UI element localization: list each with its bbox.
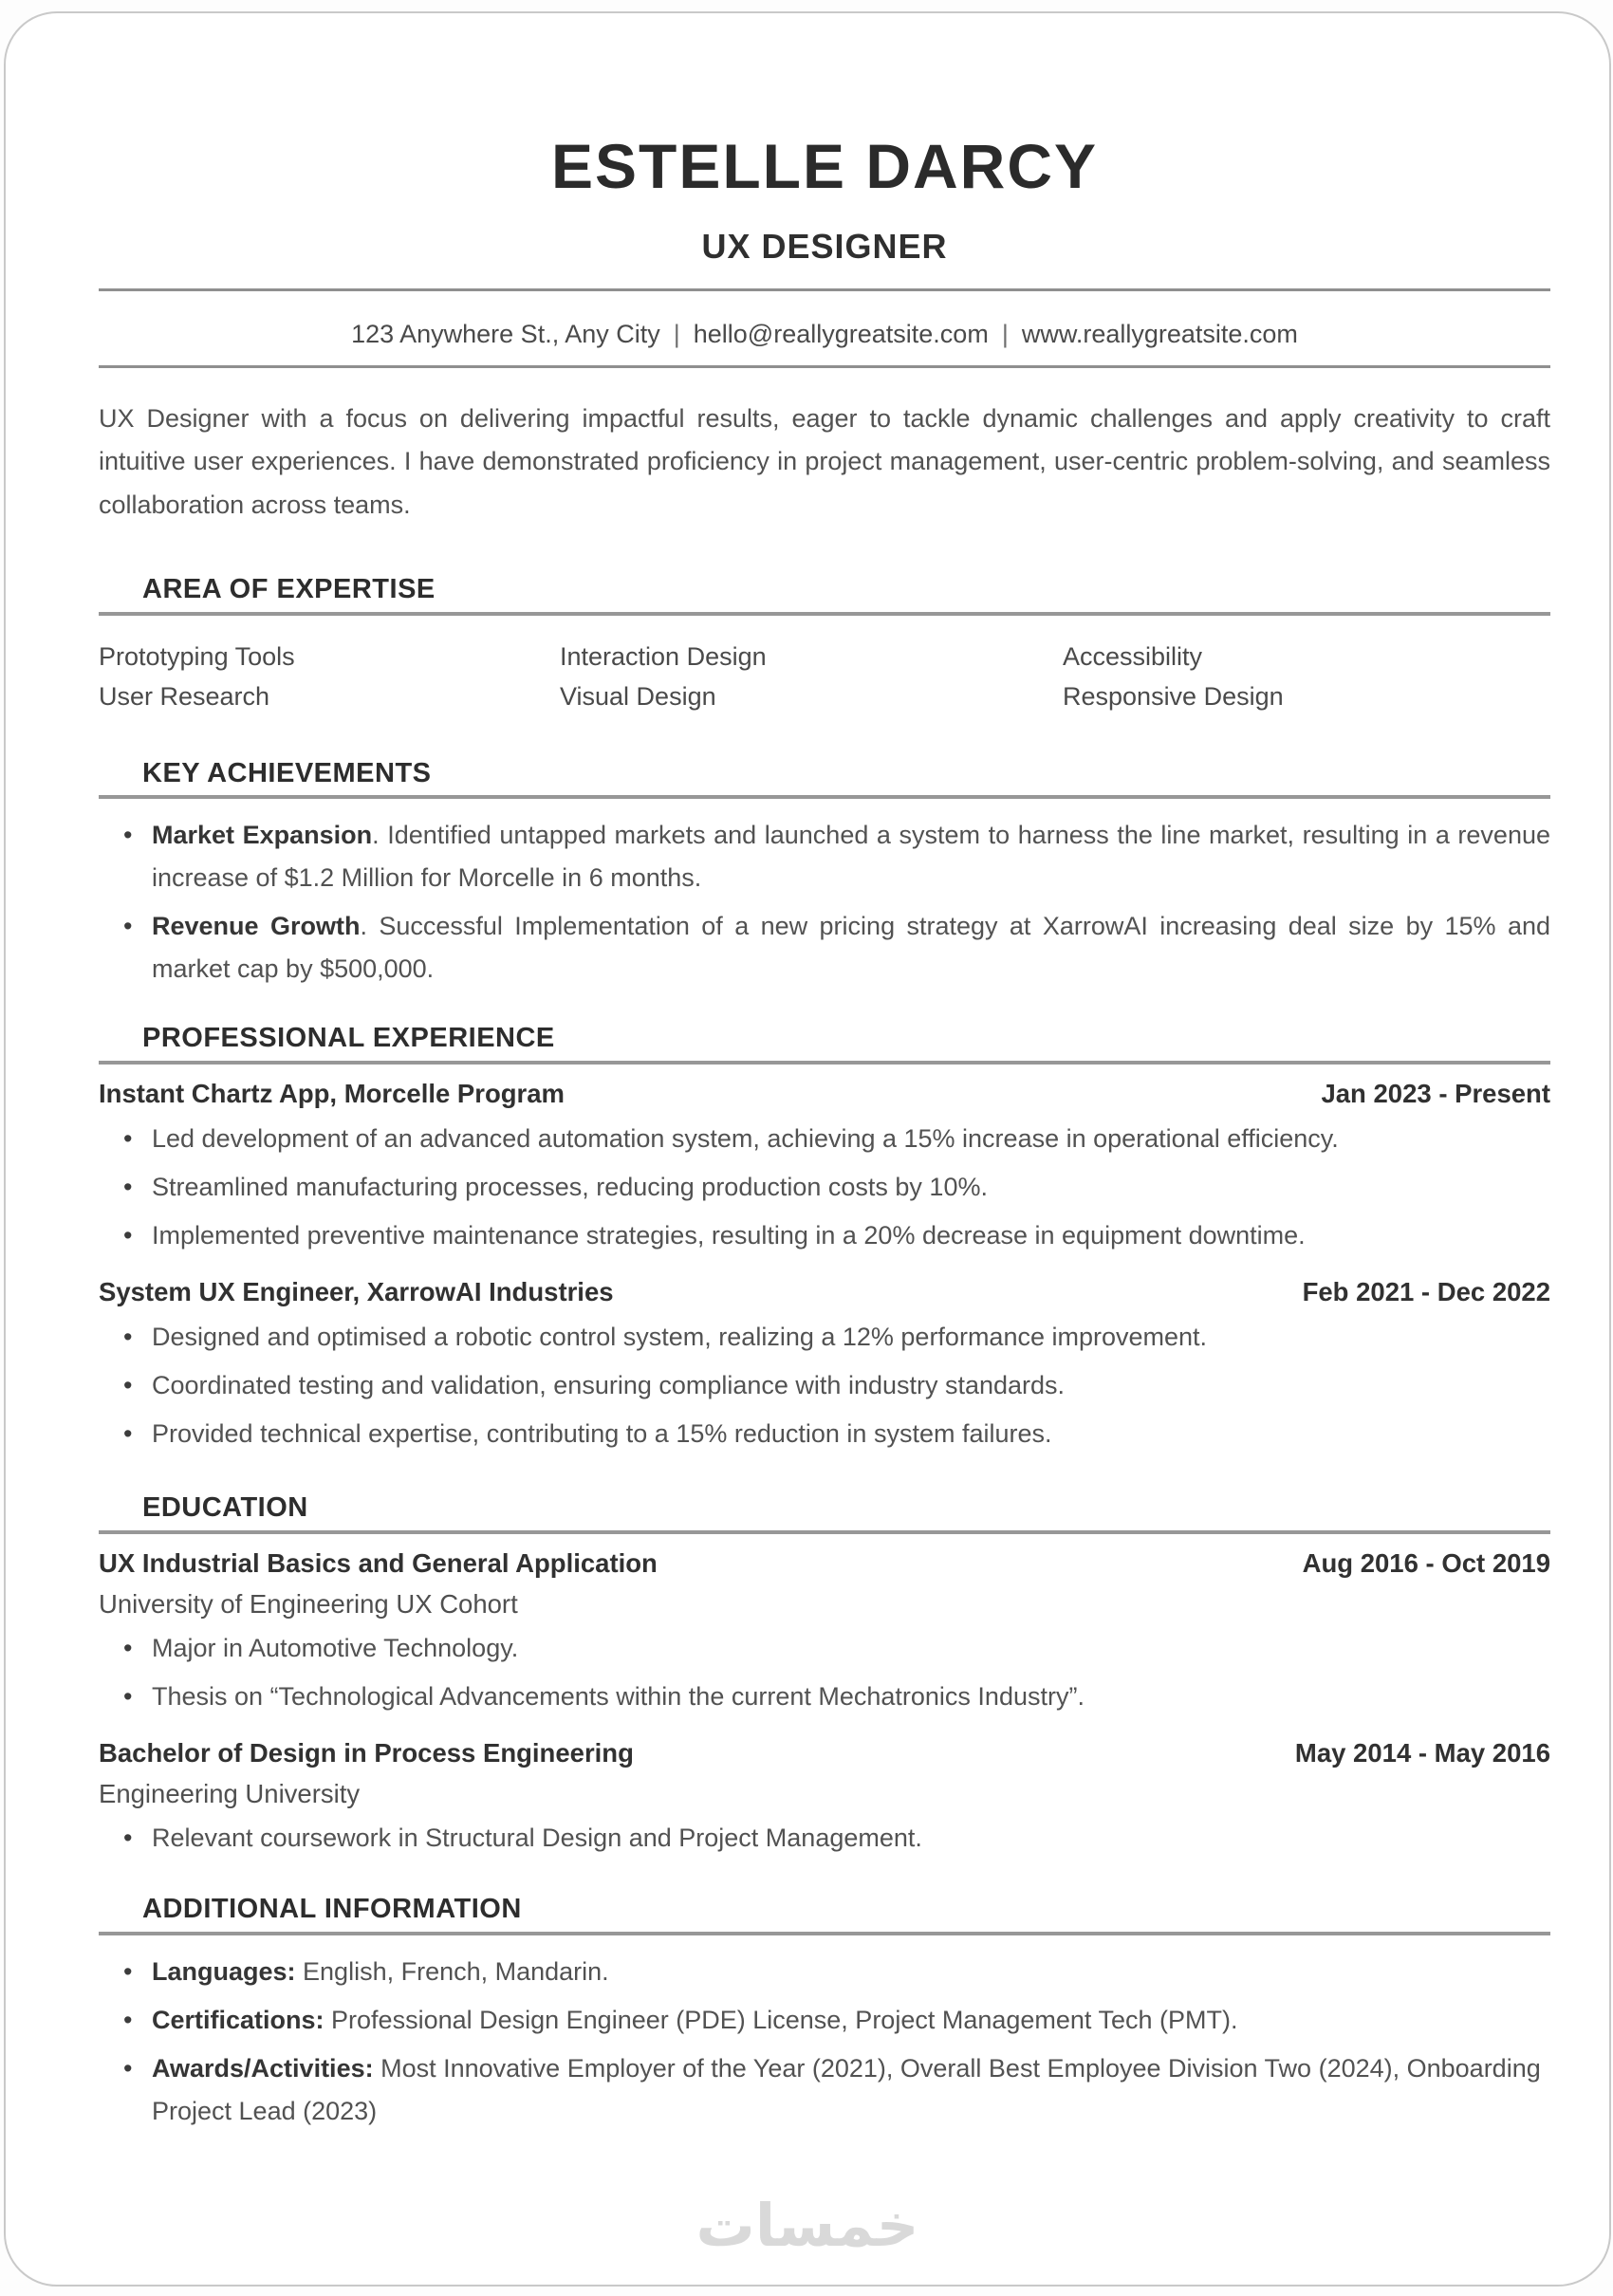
job-bullet: • Streamlined manufacturing processes, reducing production costs by 10%. — [99, 1166, 1550, 1209]
additional-info-lead: Languages: — [152, 1957, 296, 1987]
section-heading-experience: PROFESSIONAL EXPERIENCE — [142, 1023, 555, 1054]
section-heading-education: EDUCATION — [142, 1492, 308, 1524]
skill-item: Accessibility — [1063, 641, 1203, 671]
contact-email: hello@reallygreatsite.com — [693, 320, 989, 348]
achievement-text: . Identified untapped markets and launched a system to harness the line market, resulting in a revenue increase of $1.2 Million for Morcelle in 6 months. — [152, 821, 1550, 893]
education-dates: May 2014 - May 2016 — [1294, 1738, 1550, 1768]
section-rule-additional — [99, 1932, 1550, 1935]
additional-info-list — [99, 1951, 1550, 2133]
resume-content — [6, 13, 1609, 2285]
job-bullet-list — [99, 1118, 1550, 1257]
skills-column-1 — [99, 637, 560, 716]
skill-item: Prototyping Tools — [99, 641, 295, 671]
education-bullet: • Major in Automotive Technology. — [99, 1627, 1550, 1670]
additional-info-lead: Certifications: — [152, 2006, 324, 2035]
additional-info-text: Most Innovative Employer of the Year (2021), Overall Best Employee Division Two (2024), Onboarding Project Lead (2023) — [152, 2054, 1541, 2126]
job-role-title: UX DESIGNER — [701, 227, 948, 266]
section-rule-experience — [99, 1061, 1550, 1065]
profile-summary: UX Designer with a focus on delivering impactful results, eager to tackle dynamic challenges and apply creativity to craft intuitive user experiences. I have demonstrated proficiency in project management, user-centric problem-solving, and seamless collaboration across teams. — [99, 404, 1550, 519]
achievement-lead: Revenue Growth — [152, 912, 361, 941]
school-name: University of Engineering UX Cohort — [99, 1589, 518, 1620]
skills-column-2 — [560, 637, 1063, 716]
job-dates: Feb 2021 - Dec 2022 — [1302, 1277, 1550, 1307]
header-divider-top — [99, 288, 1550, 291]
degree-title: Bachelor of Design in Process Engineering — [99, 1738, 634, 1768]
job-bullet: • Led development of an advanced automation system, achieving a 15% increase in operational efficiency. — [99, 1118, 1550, 1160]
achievement-item — [99, 905, 1550, 991]
additional-info-text: Professional Design Engineer (PDE) License, Project Management Tech (PMT). — [324, 2006, 1238, 2035]
section-rule-expertise — [99, 612, 1550, 616]
section-rule-achievements — [99, 795, 1550, 799]
education-bullet-list — [99, 1817, 1550, 1860]
additional-info-text: English, French, Mandarin. — [295, 1957, 609, 1987]
education-header — [99, 1737, 1550, 1769]
education-bullet-list — [99, 1627, 1550, 1718]
person-name: ESTELLE DARCY — [550, 131, 1099, 201]
resume-page — [4, 11, 1611, 2287]
contact-separator: | — [673, 320, 680, 348]
skill-item: Interaction Design — [560, 641, 767, 671]
additional-info-item — [99, 1999, 1550, 2042]
additional-info-item — [99, 1951, 1550, 1993]
section-heading-additional: ADDITIONAL INFORMATION — [142, 1894, 522, 1925]
job-bullet: • Designed and optimised a robotic control system, realizing a 12% performance improvement. — [99, 1316, 1550, 1359]
job-bullet-list — [99, 1316, 1550, 1455]
achievements-list — [99, 814, 1550, 991]
achievement-lead: Market Expansion — [152, 821, 373, 850]
achievement-item — [99, 814, 1550, 899]
header-divider-bottom — [99, 365, 1550, 368]
job-dates: Jan 2023 - Present — [1321, 1079, 1550, 1109]
skill-item: Responsive Design — [1063, 681, 1284, 711]
job-header — [99, 1276, 1550, 1308]
job-bullet: • Implemented preventive maintenance strategies, resulting in a 20% decrease in equipment downtime. — [99, 1214, 1550, 1257]
section-heading-expertise: AREA OF EXPERTISE — [142, 573, 436, 604]
job-title: System UX Engineer, XarrowAI Industries — [99, 1277, 614, 1307]
education-bullet: • Relevant coursework in Structural Design and Project Management. — [99, 1817, 1550, 1860]
section-heading-achievements: KEY ACHIEVEMENTS — [142, 757, 432, 788]
school-name: Engineering University — [99, 1779, 361, 1809]
khamsat-watermark: خمسات — [695, 2191, 919, 2260]
contact-line — [99, 319, 1550, 349]
contact-address: 123 Anywhere St., Any City — [351, 320, 660, 348]
section-rule-education — [99, 1530, 1550, 1534]
education-bullet: • Thesis on “Technological Advancements within the current Mechatronics Industry”. — [99, 1676, 1550, 1718]
additional-info-lead: Awards/Activities: — [152, 2054, 374, 2083]
skill-item: User Research — [99, 681, 270, 711]
education-header — [99, 1547, 1550, 1580]
skills-grid — [99, 637, 1550, 716]
degree-title: UX Industrial Basics and General Application — [99, 1548, 658, 1579]
contact-separator: | — [1001, 320, 1009, 348]
contact-website: www.reallygreatsite.com — [1021, 320, 1298, 348]
job-title: Instant Chartz App, Morcelle Program — [99, 1079, 565, 1109]
job-bullet: • Coordinated testing and validation, ensuring compliance with industry standards. — [99, 1364, 1550, 1407]
job-header — [99, 1078, 1550, 1110]
achievement-text: . Successful Implementation of a new pricing strategy at XarrowAI increasing deal size by 15% and market cap by $500,000. — [152, 912, 1550, 984]
skill-item: Visual Design — [560, 681, 716, 711]
education-dates: Aug 2016 - Oct 2019 — [1302, 1548, 1550, 1579]
skills-column-3 — [1063, 637, 1550, 716]
job-bullet: • Provided technical expertise, contributing to a 15% reduction in system failures. — [99, 1413, 1550, 1455]
additional-info-item — [99, 2047, 1550, 2133]
